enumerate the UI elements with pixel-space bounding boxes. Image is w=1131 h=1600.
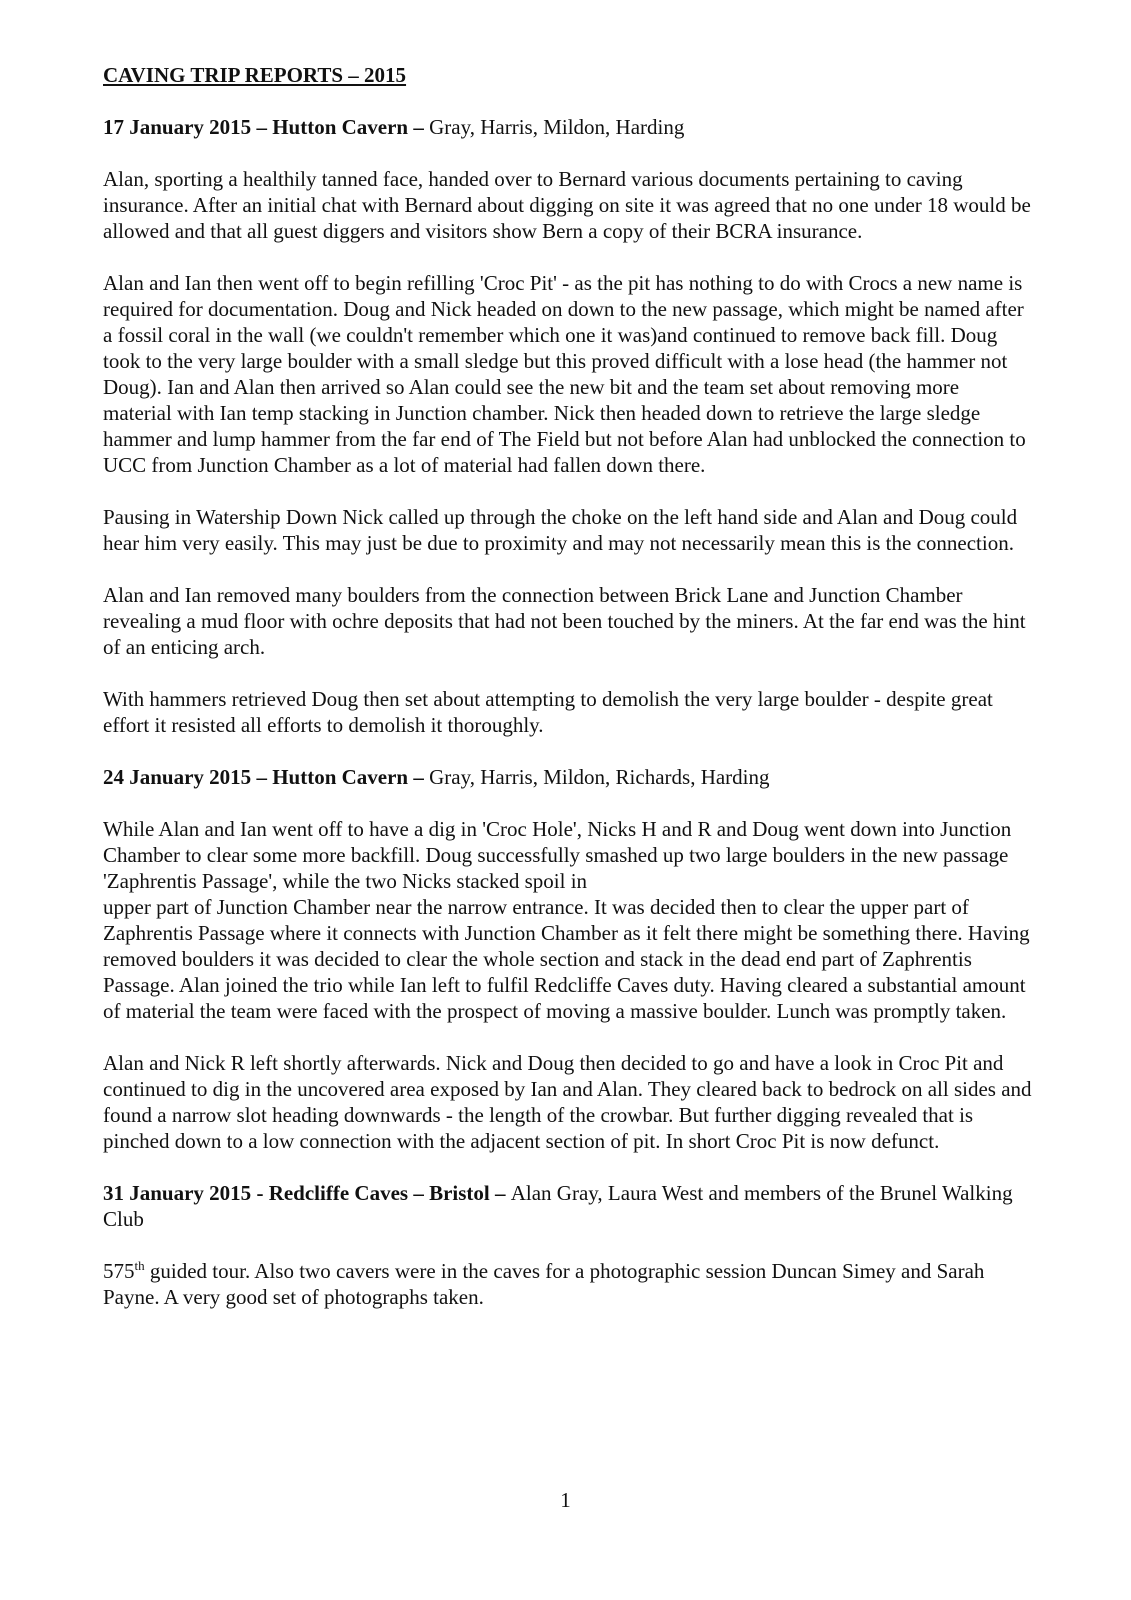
entry-heading xyxy=(103,764,1033,790)
entry-paragraph: Alan and Ian then went off to begin refilling 'Croc Pit' - as the pit has nothing to do with Crocs a new name is required for documentation. Doug and Nick headed on down to the new passage, which might be named after a fossil coral in the wall (we couldn't remember which one it was)and continued to remove back fill. Doug took to the very large boulder with a small sledge but this proved difficult with a lose head (the hammer not Doug). Ian and Alan then arrived so Alan could see the new bit and the team set about removing more material with Ian temp stacking in Junction chamber. Nick then headed down to retrieve the large sledge hammer and lump hammer from the far end of The Field but not before Alan had unblocked the connection to UCC from Junction Chamber as a lot of material had fallen down there. xyxy=(103,271,1026,477)
entry-paragraph: With hammers retrieved Doug then set about attempting to demolish the very large boulder - despite great effort it resisted all efforts to demolish it thoroughly. xyxy=(103,687,993,737)
entry-paragraph: Alan and Ian removed many boulders from the connection between Brick Lane and Junction Chamber revealing a mud floor with ochre deposits that had not been touched by the miners. At the far end was the hint of an enticing arch. xyxy=(103,583,1026,659)
entry-heading xyxy=(103,1180,1033,1232)
entry-location: Redcliffe Caves xyxy=(268,1181,409,1205)
entry-paragraph xyxy=(103,816,1033,1024)
entry-date: 24 January 2015 xyxy=(103,765,252,789)
heading-separator: – xyxy=(489,1181,511,1205)
document-page xyxy=(103,62,1033,1336)
entry-paragraph xyxy=(103,1258,1033,1310)
entry-location: Hutton Cavern xyxy=(272,115,409,139)
entry-paragraph: Alan and Nick R left shortly afterwards. Nick and Doug then decided to go and have a look in Croc Pit and continued to dig in the uncovered area exposed by Ian and Alan. They cleared back to bedrock on all sides and found a narrow slot heading downwards - the length of the crowbar. But further digging revealed that is pinched down to a low connection with the adjacent section of pit. In short Croc Pit is now defunct. xyxy=(103,1051,1032,1153)
tour-number-suffix: th xyxy=(134,1258,145,1273)
entry-date: 31 January 2015 xyxy=(103,1181,252,1205)
paragraph-line: While Alan and Ian went off to have a dig in 'Croc Hole', Nicks H and R and Doug went down into Junction Chamber to clear some more backfill. Doug successfully smashed up two large boulders in the new passage 'Zaphrentis Passage', while the two Nicks stacked spoil in xyxy=(103,817,1012,893)
entry-paragraph: Pausing in Watership Down Nick called up through the choke on the left hand side and Alan and Doug could hear him very easily. This may just be due to proximity and may not necessarily mean this is the connection. xyxy=(103,505,1018,555)
entry-paragraph: Alan, sporting a healthily tanned face, handed over to Bernard various documents pertaining to caving insurance. After an initial chat with Bernard about digging on site it was agreed that no one under 18 would be allowed and that all guest diggers and visitors show Bern a copy of their BCRA insurance. xyxy=(103,167,1031,243)
entry-people: Gray, Harris, Mildon, Richards, Harding xyxy=(429,765,770,789)
tour-text: guided tour. Also two cavers were in the caves for a photographic session Duncan Simey and Sarah Payne. A very good set of photographs taken. xyxy=(103,1259,985,1309)
entry-people: Gray, Harris, Mildon, Harding xyxy=(429,115,685,139)
paragraph-continuation: upper part of Junction Chamber near the narrow entrance. It was decided then to clear the upper part of Zaphrentis Passage where it connects with Junction Chamber as it felt there might be something there. Having removed boulders it was decided to clear the whole section and stack in the dead end part of Zaphrentis Passage. Alan joined the trio while Ian left to fulfil Redcliffe Caves duty. Having cleared a substantial amount of material the team were faced with the prospect of moving a massive boulder. Lunch was promptly taken. xyxy=(103,895,1030,1023)
entry-location: Hutton Cavern xyxy=(272,765,409,789)
heading-separator: – xyxy=(408,115,430,139)
heading-separator: - xyxy=(251,1181,269,1205)
document-title: CAVING TRIP REPORTS – 2015 xyxy=(103,63,407,87)
entry-date: 17 January 2015 xyxy=(103,115,252,139)
page-number: 1 xyxy=(560,1488,571,1512)
heading-separator: – xyxy=(251,765,273,789)
tour-number: 575 xyxy=(103,1259,135,1283)
entry-location-city: Bristol xyxy=(429,1181,490,1205)
entry-people: Alan Gray, Laura West and members of the Brunel Walking Club xyxy=(103,1181,1013,1231)
heading-separator: – xyxy=(408,765,430,789)
heading-separator: – xyxy=(408,1181,430,1205)
entry-heading xyxy=(103,114,1033,140)
heading-separator: – xyxy=(251,115,273,139)
